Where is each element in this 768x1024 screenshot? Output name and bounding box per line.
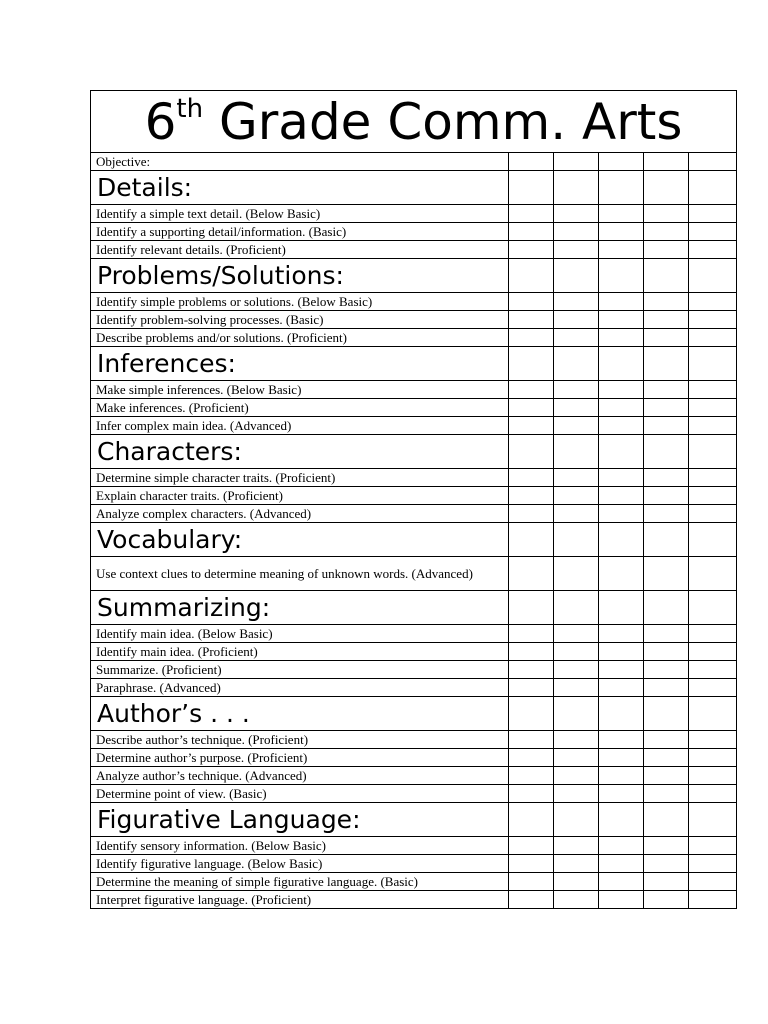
check-cell[interactable]: [509, 469, 554, 487]
check-cell[interactable]: [509, 417, 554, 435]
check-cell[interactable]: [644, 259, 689, 293]
check-cell[interactable]: [509, 855, 554, 873]
check-cell[interactable]: [599, 523, 644, 557]
check-cell[interactable]: [689, 855, 737, 873]
check-cell[interactable]: [599, 153, 644, 171]
check-cell[interactable]: [689, 311, 737, 329]
check-cell[interactable]: [599, 731, 644, 749]
check-cell[interactable]: [509, 873, 554, 891]
check-cell[interactable]: [599, 855, 644, 873]
check-cell[interactable]: [689, 381, 737, 399]
title-text: Grade Comm. Arts: [203, 92, 683, 151]
check-cell[interactable]: [644, 469, 689, 487]
objective-item: Summarize. (Proficient): [91, 661, 509, 679]
check-cell[interactable]: [509, 749, 554, 767]
section-row: [91, 697, 737, 731]
check-cell[interactable]: [509, 329, 554, 347]
objective-item-row: [91, 205, 737, 223]
objective-item: Identify problem-solving processes. (Basic): [91, 311, 509, 329]
objective-item-row: [91, 643, 737, 661]
check-cell[interactable]: [599, 643, 644, 661]
objective-item: Determine simple character traits. (Proficient): [91, 469, 509, 487]
check-cell[interactable]: [509, 259, 554, 293]
check-cell[interactable]: [689, 241, 737, 259]
section-heading: Vocabulary:: [91, 523, 509, 557]
check-cell[interactable]: [599, 749, 644, 767]
check-cell[interactable]: [689, 417, 737, 435]
check-cell[interactable]: [689, 749, 737, 767]
section-row: [91, 347, 737, 381]
section-row: [91, 435, 737, 469]
check-cell[interactable]: [599, 591, 644, 625]
objective-item-row: [91, 469, 737, 487]
check-cell[interactable]: [554, 505, 599, 523]
check-cell[interactable]: [689, 153, 737, 171]
check-cell[interactable]: [509, 523, 554, 557]
check-cell[interactable]: [689, 661, 737, 679]
check-cell[interactable]: [554, 311, 599, 329]
check-cell[interactable]: [599, 205, 644, 223]
check-cell[interactable]: [554, 241, 599, 259]
section-heading: Summarizing:: [91, 591, 509, 625]
check-cell[interactable]: [554, 435, 599, 469]
check-cell[interactable]: [509, 153, 554, 171]
check-cell[interactable]: [554, 679, 599, 697]
check-cell[interactable]: [599, 435, 644, 469]
objective-item: Identify sensory information. (Below Basic): [91, 837, 509, 855]
objective-item-row: [91, 891, 737, 909]
check-cell[interactable]: [644, 171, 689, 205]
check-cell[interactable]: [689, 329, 737, 347]
objective-item: Make simple inferences. (Below Basic): [91, 381, 509, 399]
check-cell[interactable]: [644, 643, 689, 661]
objective-item: Determine author’s purpose. (Proficient): [91, 749, 509, 767]
check-cell[interactable]: [644, 205, 689, 223]
check-cell[interactable]: [599, 399, 644, 417]
check-cell[interactable]: [689, 785, 737, 803]
check-cell[interactable]: [509, 803, 554, 837]
objective-row: [91, 153, 737, 171]
check-cell[interactable]: [689, 259, 737, 293]
title-superscript: th: [176, 93, 204, 124]
check-cell[interactable]: [689, 891, 737, 909]
check-cell[interactable]: [509, 679, 554, 697]
check-cell[interactable]: [554, 223, 599, 241]
objective-item-row: [91, 873, 737, 891]
check-cell[interactable]: [509, 399, 554, 417]
check-cell[interactable]: [554, 643, 599, 661]
check-cell[interactable]: [509, 311, 554, 329]
check-cell[interactable]: [509, 241, 554, 259]
objective-item-row: [91, 241, 737, 259]
objective-item: Identify a simple text detail. (Below Basic): [91, 205, 509, 223]
check-cell[interactable]: [644, 891, 689, 909]
check-cell[interactable]: [599, 259, 644, 293]
check-cell[interactable]: [554, 523, 599, 557]
check-cell[interactable]: [554, 891, 599, 909]
section-heading: Inferences:: [91, 347, 509, 381]
check-cell[interactable]: [509, 171, 554, 205]
check-cell[interactable]: [509, 591, 554, 625]
check-cell[interactable]: [554, 293, 599, 311]
check-cell[interactable]: [689, 293, 737, 311]
check-cell[interactable]: [644, 591, 689, 625]
check-cell[interactable]: [689, 873, 737, 891]
check-cell[interactable]: [644, 347, 689, 381]
check-cell[interactable]: [509, 767, 554, 785]
check-cell[interactable]: [644, 505, 689, 523]
objectives-table-body: [91, 91, 737, 909]
check-cell[interactable]: [509, 785, 554, 803]
check-cell[interactable]: [554, 469, 599, 487]
section-heading: Author’s . . .: [91, 697, 509, 731]
objective-item: Analyze complex characters. (Advanced): [91, 505, 509, 523]
check-cell[interactable]: [554, 171, 599, 205]
check-cell[interactable]: [599, 679, 644, 697]
objective-item: Identify main idea. (Below Basic): [91, 625, 509, 643]
check-cell[interactable]: [599, 417, 644, 435]
check-cell[interactable]: [599, 487, 644, 505]
check-cell[interactable]: [599, 381, 644, 399]
objective-item: Determine point of view. (Basic): [91, 785, 509, 803]
check-cell[interactable]: [689, 435, 737, 469]
check-cell[interactable]: [599, 469, 644, 487]
objectives-table: [90, 90, 737, 909]
objective-item-row: [91, 487, 737, 505]
objective-item-row: [91, 417, 737, 435]
objective-item-row: [91, 661, 737, 679]
check-cell[interactable]: [689, 625, 737, 643]
section-row: [91, 803, 737, 837]
check-cell[interactable]: [599, 311, 644, 329]
objective-item: Identify figurative language. (Below Basic): [91, 855, 509, 873]
objective-item-row: [91, 311, 737, 329]
check-cell[interactable]: [689, 205, 737, 223]
objective-label: Objective:: [91, 153, 509, 171]
check-cell[interactable]: [599, 625, 644, 643]
check-cell[interactable]: [644, 153, 689, 171]
check-cell[interactable]: [689, 505, 737, 523]
check-cell[interactable]: [509, 293, 554, 311]
check-cell[interactable]: [554, 205, 599, 223]
check-cell[interactable]: [644, 487, 689, 505]
check-cell[interactable]: [599, 837, 644, 855]
check-cell[interactable]: [689, 223, 737, 241]
section-row: [91, 523, 737, 557]
check-cell[interactable]: [599, 697, 644, 731]
check-cell[interactable]: [509, 661, 554, 679]
check-cell[interactable]: [689, 731, 737, 749]
check-cell[interactable]: [599, 241, 644, 259]
check-cell[interactable]: [644, 679, 689, 697]
check-cell[interactable]: [644, 749, 689, 767]
objective-item-row: [91, 855, 737, 873]
check-cell[interactable]: [644, 785, 689, 803]
check-cell[interactable]: [554, 749, 599, 767]
check-cell[interactable]: [599, 347, 644, 381]
objective-item: Identify main idea. (Proficient): [91, 643, 509, 661]
objective-item: Make inferences. (Proficient): [91, 399, 509, 417]
objective-item: Infer complex main idea. (Advanced): [91, 417, 509, 435]
check-cell[interactable]: [509, 891, 554, 909]
check-cell[interactable]: [509, 205, 554, 223]
check-cell[interactable]: [509, 505, 554, 523]
check-cell[interactable]: [599, 329, 644, 347]
section-row: [91, 591, 737, 625]
objective-item: Identify simple problems or solutions. (Below Basic): [91, 293, 509, 311]
check-cell[interactable]: [509, 625, 554, 643]
check-cell[interactable]: [689, 591, 737, 625]
check-cell[interactable]: [599, 803, 644, 837]
check-cell[interactable]: [509, 731, 554, 749]
check-cell[interactable]: [509, 557, 554, 591]
check-cell[interactable]: [689, 557, 737, 591]
check-cell[interactable]: [509, 435, 554, 469]
objective-item-row: [91, 223, 737, 241]
check-cell[interactable]: [554, 259, 599, 293]
check-cell[interactable]: [554, 785, 599, 803]
check-cell[interactable]: [689, 469, 737, 487]
check-cell[interactable]: [554, 837, 599, 855]
check-cell[interactable]: [509, 381, 554, 399]
check-cell[interactable]: [689, 679, 737, 697]
section-row: [91, 259, 737, 293]
objective-item-row: [91, 557, 737, 591]
check-cell[interactable]: [554, 417, 599, 435]
check-cell[interactable]: [509, 223, 554, 241]
check-cell[interactable]: [644, 417, 689, 435]
check-cell[interactable]: [689, 523, 737, 557]
title-number: 6: [144, 92, 177, 151]
section-heading: Details:: [91, 171, 509, 205]
check-cell[interactable]: [644, 731, 689, 749]
objective-item-row: [91, 625, 737, 643]
check-cell[interactable]: [644, 399, 689, 417]
objective-item-row: [91, 785, 737, 803]
check-cell[interactable]: [689, 767, 737, 785]
check-cell[interactable]: [554, 731, 599, 749]
check-cell[interactable]: [644, 223, 689, 241]
check-cell[interactable]: [644, 767, 689, 785]
check-cell[interactable]: [554, 557, 599, 591]
check-cell[interactable]: [554, 625, 599, 643]
objective-item-row: [91, 679, 737, 697]
check-cell[interactable]: [509, 837, 554, 855]
check-cell[interactable]: [644, 293, 689, 311]
objective-item-row: [91, 329, 737, 347]
check-cell[interactable]: [644, 837, 689, 855]
check-cell[interactable]: [689, 803, 737, 837]
check-cell[interactable]: [689, 837, 737, 855]
check-cell[interactable]: [554, 767, 599, 785]
check-cell[interactable]: [644, 873, 689, 891]
objective-item: Describe problems and/or solutions. (Proficient): [91, 329, 509, 347]
check-cell[interactable]: [644, 661, 689, 679]
check-cell[interactable]: [644, 697, 689, 731]
check-cell[interactable]: [644, 435, 689, 469]
objective-item-row: [91, 399, 737, 417]
check-cell[interactable]: [599, 891, 644, 909]
check-cell[interactable]: [554, 487, 599, 505]
check-cell[interactable]: [689, 399, 737, 417]
section-heading: Problems/Solutions:: [91, 259, 509, 293]
check-cell[interactable]: [644, 241, 689, 259]
title-row: [91, 91, 737, 153]
check-cell[interactable]: [689, 171, 737, 205]
check-cell[interactable]: [689, 643, 737, 661]
check-cell[interactable]: [554, 697, 599, 731]
check-cell[interactable]: [599, 505, 644, 523]
check-cell[interactable]: [509, 643, 554, 661]
check-cell[interactable]: [644, 625, 689, 643]
check-cell[interactable]: [554, 399, 599, 417]
check-cell[interactable]: [599, 873, 644, 891]
check-cell[interactable]: [689, 487, 737, 505]
objective-item: Determine the meaning of simple figurative language. (Basic): [91, 873, 509, 891]
check-cell[interactable]: [599, 767, 644, 785]
check-cell[interactable]: [554, 803, 599, 837]
check-cell[interactable]: [554, 591, 599, 625]
check-cell[interactable]: [554, 329, 599, 347]
check-cell[interactable]: [644, 329, 689, 347]
check-cell[interactable]: [599, 171, 644, 205]
check-cell[interactable]: [644, 311, 689, 329]
check-cell[interactable]: [509, 347, 554, 381]
objective-item: Identify relevant details. (Proficient): [91, 241, 509, 259]
objective-item: Describe author’s technique. (Proficient): [91, 731, 509, 749]
objective-item-row: [91, 505, 737, 523]
check-cell[interactable]: [644, 523, 689, 557]
check-cell[interactable]: [644, 557, 689, 591]
check-cell[interactable]: [554, 153, 599, 171]
check-cell[interactable]: [644, 855, 689, 873]
check-cell[interactable]: [689, 347, 737, 381]
objective-item-row: [91, 837, 737, 855]
check-cell[interactable]: [644, 381, 689, 399]
check-cell[interactable]: [554, 347, 599, 381]
objective-item: Use context clues to determine meaning of unknown words. (Advanced): [91, 557, 509, 591]
check-cell[interactable]: [689, 697, 737, 731]
check-cell[interactable]: [554, 855, 599, 873]
check-cell[interactable]: [644, 803, 689, 837]
check-cell[interactable]: [554, 381, 599, 399]
objective-item: Interpret figurative language. (Proficient): [91, 891, 509, 909]
objective-item: Explain character traits. (Proficient): [91, 487, 509, 505]
objective-item: Paraphrase. (Advanced): [91, 679, 509, 697]
objective-item-row: [91, 381, 737, 399]
objective-item-row: [91, 293, 737, 311]
objective-item-row: [91, 731, 737, 749]
objective-item-row: [91, 749, 737, 767]
section-row: [91, 171, 737, 205]
objective-item: Identify a supporting detail/information. (Basic): [91, 223, 509, 241]
section-heading: Figurative Language:: [91, 803, 509, 837]
check-cell[interactable]: [509, 487, 554, 505]
check-cell[interactable]: [599, 785, 644, 803]
check-cell[interactable]: [554, 873, 599, 891]
check-cell[interactable]: [509, 697, 554, 731]
check-cell[interactable]: [599, 557, 644, 591]
check-cell[interactable]: [599, 223, 644, 241]
objective-item: Analyze author’s technique. (Advanced): [91, 767, 509, 785]
check-cell[interactable]: [554, 661, 599, 679]
section-heading: Characters:: [91, 435, 509, 469]
check-cell[interactable]: [599, 661, 644, 679]
check-cell[interactable]: [599, 293, 644, 311]
page-title: [91, 91, 737, 153]
objective-item-row: [91, 767, 737, 785]
